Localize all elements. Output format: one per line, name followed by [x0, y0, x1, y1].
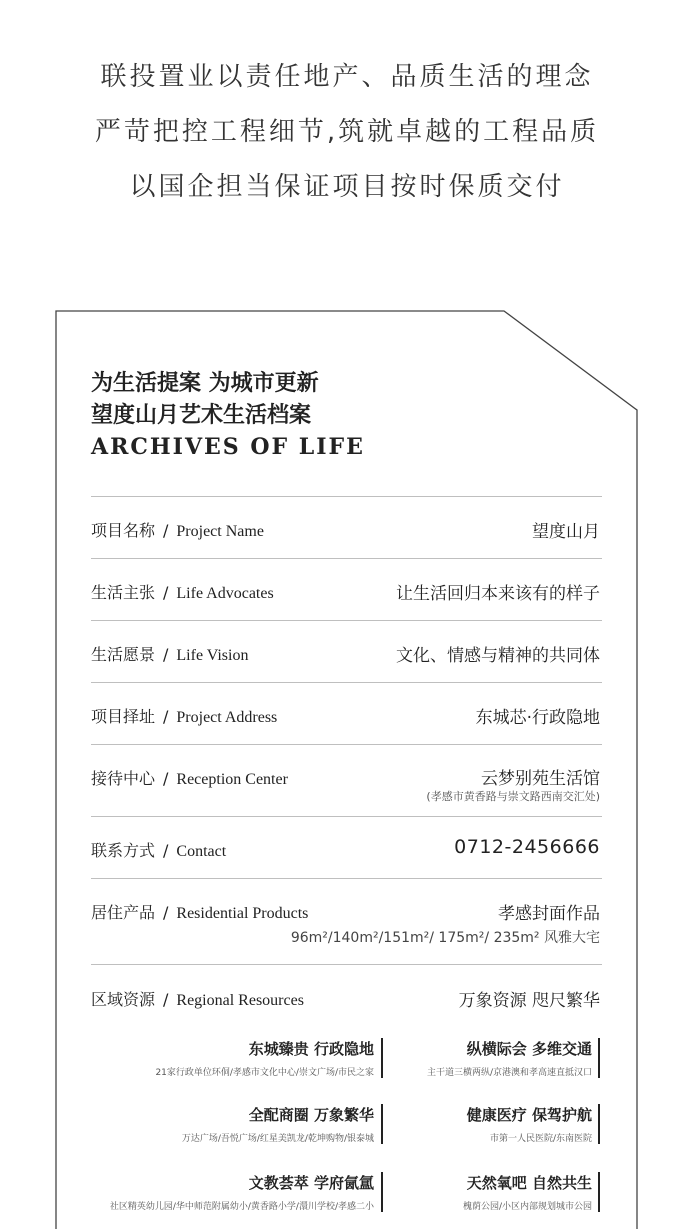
heading-line-2: 望度山月艺术生活档案: [91, 402, 312, 428]
row-label-reception-center: 接待中心 / Reception Center: [91, 769, 288, 788]
label-zh: 居住产品: [91, 903, 156, 922]
label-en: Regional Resources: [176, 992, 304, 1009]
label-zh: 区域资源: [91, 990, 156, 1009]
resource-block: [427, 1038, 592, 1078]
row-label-contact: 联系方式 / Contact: [91, 841, 227, 860]
divider: [91, 744, 602, 745]
divider: [91, 620, 602, 621]
resource-bar: [381, 1104, 383, 1144]
resource-bar: [381, 1038, 383, 1078]
heading-english: ARCHIVES OF LIFE: [91, 434, 365, 460]
row-label-residential-products: 居住产品 / Residential Products: [91, 903, 309, 922]
row-label-regional-resources: 区域资源 / Regional Resources: [91, 990, 304, 1009]
resource-title: 全配商圈 万象繁华: [248, 1106, 374, 1124]
heading-line-1: 为生活提案 为城市更新: [91, 370, 319, 396]
resource-desc: 主干道三横两纵/京港澳和孝高速直抵汉口: [426, 1068, 592, 1078]
resource-block: [110, 1172, 374, 1212]
row-value-life-vision: 文化、情感与精神的共同体: [396, 646, 600, 666]
divider: [91, 816, 602, 817]
resource-title: 文教荟萃 学府氤氲: [248, 1174, 374, 1192]
label-en: Project Name: [176, 523, 264, 540]
resource-title: 东城臻贵 行政隐地: [248, 1040, 374, 1058]
resource-bar: [381, 1172, 383, 1212]
label-en: Life Advocates: [176, 585, 274, 602]
resource-block: [182, 1104, 374, 1144]
resource-bar: [598, 1038, 600, 1078]
unit-sizes: 96m²/140m²/151m²/ 175m²/ 235m² 风雅大宅: [290, 930, 600, 946]
label-zh: 项目名称: [91, 521, 156, 540]
label-zh: 联系方式: [91, 841, 156, 860]
label-en: Residential Products: [176, 905, 309, 922]
label-zh: 项目择址: [91, 707, 156, 726]
row-value-reception-center: 云梦别苑生活馆: [481, 769, 600, 789]
resource-title: 天然氧吧 自然共生: [466, 1174, 592, 1192]
row-value-project-name: 望度山月: [532, 522, 600, 542]
label-en: Project Address: [176, 709, 278, 726]
row-label-life-advocates: 生活主张 / Life Advocates: [91, 583, 274, 602]
row-value-residential-products: 孝感封面作品: [498, 904, 600, 924]
resource-desc: 万达广场/吾悦广场/红星美凯龙/乾坤购物/银泰城: [181, 1134, 374, 1144]
intro-line-3: 以国企担当保证项目按时保质交付: [129, 172, 565, 202]
intro-line-1: 联投置业以责任地产、品质生活的理念: [100, 62, 594, 92]
label-en: Contact: [176, 843, 227, 860]
resource-title: 纵横际会 多维交通: [466, 1040, 592, 1058]
resource-desc: 市第一人民医院/东南医院: [489, 1134, 592, 1144]
resource-block: [467, 1104, 592, 1144]
divider: [91, 558, 602, 559]
row-value-project-address: 东城芯·行政隐地: [475, 708, 600, 728]
resource-desc: 社区精英幼儿园/华中师范附属幼小/黄香路小学/澴川学校/孝感二小: [109, 1202, 374, 1212]
resource-bar: [598, 1104, 600, 1144]
divider: [91, 878, 602, 879]
resource-block: [463, 1172, 592, 1212]
label-zh: 生活主张: [91, 583, 156, 602]
reception-address: (孝感市黄香路与崇文路西南交汇处): [426, 790, 600, 803]
row-label-project-name: 项目名称 / Project Name: [91, 521, 264, 540]
row-value-contact: 0712-2456666: [454, 836, 600, 858]
row-value-life-advocates: 让生活回归本来该有的样子: [396, 584, 600, 604]
row-label-life-vision: 生活愿景 / Life Vision: [91, 645, 249, 664]
divider: [91, 496, 602, 497]
label-en: Reception Center: [176, 771, 288, 788]
resource-desc: 槐荫公园/小区内部规划城市公园: [462, 1202, 592, 1212]
divider: [91, 682, 602, 683]
resource-title: 健康医疗 保驾护航: [466, 1106, 592, 1124]
label-zh: 接待中心: [91, 769, 156, 788]
label-zh: 生活愿景: [91, 645, 156, 664]
divider: [91, 964, 602, 965]
resource-desc: 21家行政单位环侗/孝感市文化中心/崇文广场/市民之家: [155, 1068, 374, 1078]
label-en: Life Vision: [176, 647, 249, 664]
resource-block: [155, 1038, 374, 1078]
resource-bar: [598, 1172, 600, 1212]
intro-line-2: 严苛把控工程细节,筑就卓越的工程品质: [94, 117, 600, 147]
row-label-project-address: 项目择址 / Project Address: [91, 707, 278, 726]
row-value-regional-resources: 万象资源 咫尺繁华: [458, 991, 600, 1011]
